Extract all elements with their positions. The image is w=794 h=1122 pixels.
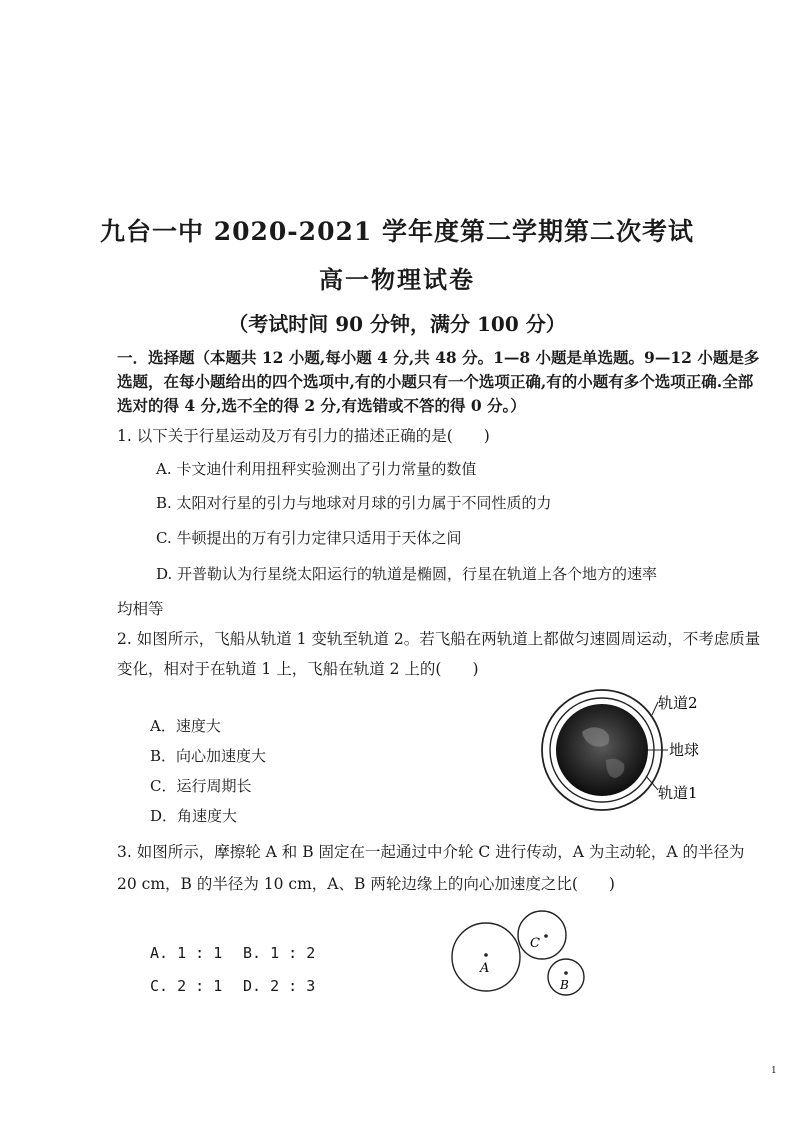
exam-subject: 高一物理试卷 (319, 265, 475, 294)
wheel-c-label: C (530, 936, 540, 951)
question-1-option-d-continued: 均相等 (117, 600, 164, 618)
wheel-b-center-dot (564, 971, 568, 975)
question-2-option-d: D．角速度大 (150, 807, 238, 825)
question-3-option-c: C. 2 : 1 (150, 977, 223, 995)
question-3-option-a: A. 1 : 1 (150, 944, 223, 962)
question-2-stem: 2. 如图所示，飞船从轨道 1 变轨至轨道 2。若飞船在两轨道上都做匀速圆周运动，不考虑质量变化，相对于在轨道 1 上，飞船在轨道 2 上的( ) (117, 630, 761, 678)
question-2-option-b: B．向心加速度大 (150, 747, 267, 765)
orbit-1-label: 轨道1 (658, 784, 698, 802)
orbit-figure (530, 680, 730, 820)
page-number: 1 (771, 1066, 777, 1076)
question-1-stem: 1. 以下关于行星运动及万有引力的描述正确的是( ) (117, 427, 490, 445)
orbit-2-label: 轨道2 (658, 694, 698, 712)
question-3-stem: 3. 如图所示，摩擦轮 A 和 B 固定在一起通过中介轮 C 进行传动，A 为主动轮，A 的半径为 20 cm，B 的半径为 10 cm，A、B 两轮边缘上的向心加速度之比( ) (117, 843, 745, 893)
question-1-option-a: A. 卡文迪什利用扭秤实验测出了引力常量的数值 (156, 460, 477, 478)
question-1-option-c: C. 牛顿提出的万有引力定律只适用于天体之间 (156, 529, 462, 547)
wheel-a-label: A (480, 961, 490, 976)
question-1-option-b: B. 太阳对行星的引力与地球对月球的引力属于不同性质的力 (156, 494, 552, 512)
exam-info: （考试时间 90 分钟，满分 100 分） (228, 312, 566, 336)
wheel-a-circle (452, 923, 520, 991)
question-3-option-b: B. 1 : 2 (243, 944, 316, 962)
question-2-option-c: C．运行周期长 (150, 777, 252, 795)
wheel-b-label: B (560, 978, 569, 992)
earth-icon (556, 704, 648, 796)
wheel-c-center-dot (544, 934, 548, 938)
section-intro: 一．选择题（本题共 12 小题,每小题 4 分,共 48 分。1—8 小题是单选题。9—12 小题是多选题，在每小题给出的四个选项中,有的小题只有一个选项正确,有的小题有多个选项正确.全部选对的得 4 分,选不全的得 2 分,有选错或不答的得 0 分。） (117, 348, 760, 415)
wheel-c-circle (518, 911, 566, 959)
question-3-option-d: D. 2 : 3 (243, 977, 316, 995)
exam-title: 九台一中 2020-2021 学年度第二学期第二次考试 (100, 217, 694, 246)
wheel-a-center-dot (484, 953, 488, 957)
question-2-option-a: A．速度大 (150, 717, 221, 735)
friction-wheels-figure (448, 905, 598, 1005)
earth-label: 地球 (669, 741, 700, 759)
question-1-option-d: D. 开普勒认为行星绕太阳运行的轨道是椭圆，行星在轨道上各个地方的速率 (156, 565, 658, 583)
